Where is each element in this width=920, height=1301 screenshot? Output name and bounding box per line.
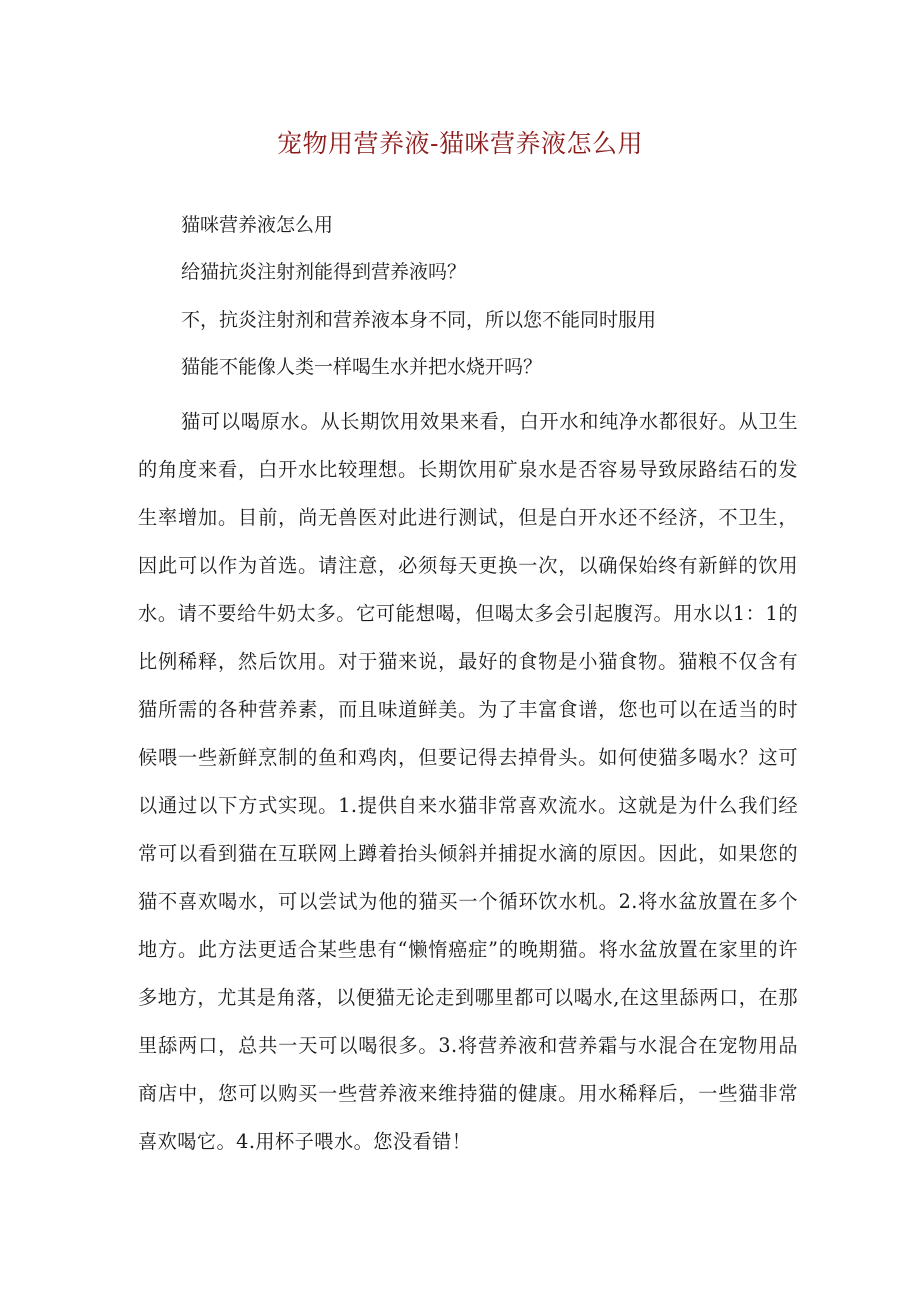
paragraph-subtitle: 猫咪营养液怎么用 bbox=[181, 214, 334, 236]
paragraph-question-1: 给猫抗炎注射剂能得到营养液吗？ bbox=[181, 261, 467, 283]
paragraph-answer-1: 不，抗炎注射剂和营养液本身不同，所以您不能同时服用 bbox=[181, 309, 657, 331]
paragraph-question-2: 猫能不能像人类一样喝生水并把水烧开吗？ bbox=[181, 356, 543, 378]
document-title: 宠物用营养液-猫咪营养液怎么用 bbox=[277, 129, 643, 158]
paragraph-body: 猫可以喝原水。从长期饮用效果来看，白开水和纯净水都很好。从卫生的角度来看，白开水比较理想。长期饮用矿泉水是否容易导致尿路结石的发生率增加。目前，尚无兽医对此进行测试，但是白开水还不经济，不卫生，因此可以作为首选。请注意，必须每天更换一次，以确保始终有新鲜的饮用水。请不要给牛奶太多。它可能想喝，但喝太多会引起腹泻。用水以1：1的比例稀释，然后饮用。对于猫来说，最好的食物是小猫食物。猫粮不仅含有猫所需的各种营养素，而且味道鲜美。为了丰富食谱，您也可以在适当的时候喂一些新鲜烹制的鱼和鸡肉，但要记得去掉骨头。如何使猫多喝水？这可以通过以下方式实现。1.提供自来水猫非常喜欢流水。这就是为什么我们经常可以看到猫在互联网上蹲着抬头倾斜并捕捉水滴的原因。因此，如果您的猫不喜欢喝水，可以尝试为他的猫买一个循环饮水机。2.将水盆放置在多个地方。此方法更适合某些患有“懒惰癌症”的晚期猫。将水盆放置在家里的许多地方，尤其是角落，以便猫无论走到哪里都可以喝水,在这里舔两口，在那里舔两口，总共一天可以喝很多。3.将营养液和营养霜与水混合在宠物用品商店中，您可以购买一些营养液来维持猫的健康。用水稀释后，一些猫非常喜欢喝它。4.用杯子喂水。您没看错！ bbox=[138, 410, 798, 1153]
